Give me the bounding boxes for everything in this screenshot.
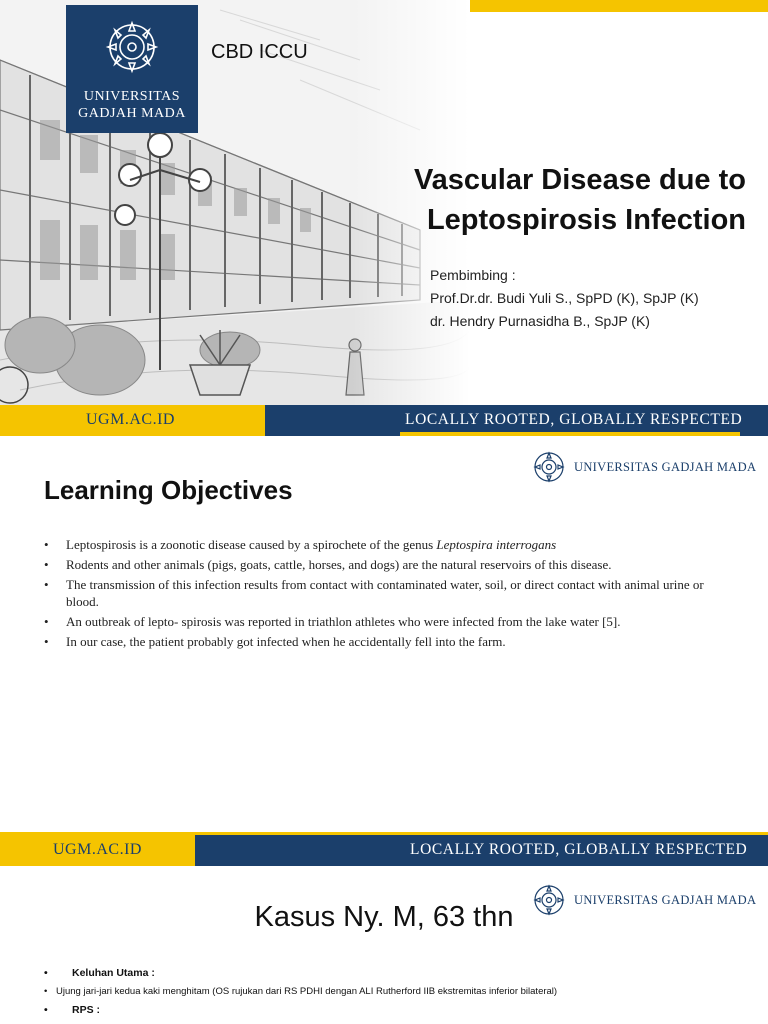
bullet-text: Leptospirosis is a zoonotic disease caused by a spirochete of the genus bbox=[66, 537, 434, 552]
case-details-list bbox=[44, 967, 557, 1023]
list-item bbox=[44, 967, 557, 979]
slide-label: CBD ICCU bbox=[211, 41, 308, 63]
bullet-text: Rodents and other animals (pigs, goats, cattle, horses, and dogs) are the natural reservoirs of this disease. bbox=[66, 557, 612, 572]
slide-title: Learning Objectives bbox=[44, 475, 293, 505]
footer-url-panel bbox=[0, 405, 265, 436]
footer-url: UGM.AC.ID bbox=[53, 841, 142, 858]
bullet-marker: • bbox=[44, 577, 49, 592]
university-logo bbox=[66, 5, 198, 133]
university-seal-icon bbox=[102, 15, 162, 79]
university-name: UNIVERSITAS GADJAH MADA bbox=[574, 459, 757, 474]
title-line-1: Vascular Disease due to bbox=[413, 164, 746, 196]
bullet-marker: • bbox=[44, 634, 49, 649]
case-slide bbox=[0, 873, 768, 1024]
case-title: Kasus Ny. M, 63 thn bbox=[254, 901, 514, 933]
supervisor-2: dr. Hendry Purnasidha B., SpJP (K) bbox=[430, 313, 650, 329]
bullet-marker: • bbox=[44, 557, 49, 572]
case-item-text: Ujung jari-jari kedua kaki menghitam (OS rujukan dari RS PDHI dengan ALI Rutherford IIB ekstremitas inferior bilateral) bbox=[56, 986, 558, 997]
bullet-marker: • bbox=[44, 537, 49, 552]
list-item bbox=[44, 613, 704, 630]
slide-header-logo bbox=[532, 450, 756, 484]
case-item-text: Keluhan Utama : bbox=[72, 967, 155, 979]
footer-motto: LOCALLY ROOTED, GLOBALLY RESPECTED bbox=[405, 411, 743, 428]
presentation-title bbox=[326, 160, 746, 240]
supervisor-block bbox=[430, 264, 699, 333]
university-name: UNIVERSITAS GADJAH MADA bbox=[574, 892, 757, 907]
bullet-marker: • bbox=[44, 614, 49, 629]
bullet-text: An outbreak of lepto- spirosis was reported in triathlon athletes who were infected from the lake water [5]. bbox=[66, 614, 621, 629]
logo-line-1: UNIVERSITAS bbox=[83, 89, 181, 104]
bullet-marker: • bbox=[44, 967, 48, 979]
bullet-marker: • bbox=[44, 1004, 48, 1016]
objectives-list bbox=[44, 536, 704, 653]
title-line-2: Leptospirosis Infection bbox=[426, 204, 746, 236]
slide-footer bbox=[0, 835, 768, 866]
supervisor-heading: Pembimbing : bbox=[430, 267, 516, 283]
list-item bbox=[44, 986, 557, 997]
logo-line-2: GADJAH MADA bbox=[78, 106, 186, 121]
bullet-text: In our case, the patient probably got infected when he accidentally fell into the farm. bbox=[66, 634, 506, 649]
footer-accent-rule bbox=[400, 432, 740, 436]
footer-url-panel bbox=[0, 835, 195, 866]
list-item bbox=[44, 1004, 557, 1016]
bullet-text: The transmission of this infection results from contact with contaminated water, soil, or direct contact with animal urine or blood. bbox=[66, 577, 704, 609]
case-item-text: RPS : bbox=[72, 1004, 101, 1016]
footer-motto-panel bbox=[195, 835, 768, 866]
footer-url: UGM.AC.ID bbox=[86, 411, 175, 428]
list-item bbox=[44, 633, 704, 650]
learning-objectives-slide bbox=[0, 441, 768, 869]
footer-motto: LOCALLY ROOTED, GLOBALLY RESPECTED bbox=[410, 841, 748, 858]
supervisor-1: Prof.Dr.dr. Budi Yuli S., SpPD (K), SpJP (K) bbox=[430, 290, 699, 306]
title-slide bbox=[0, 0, 768, 436]
bullet-italic-term: Leptospira interrogans bbox=[436, 537, 557, 552]
bullet-marker: • bbox=[44, 986, 48, 997]
list-item bbox=[44, 556, 704, 573]
university-seal-icon bbox=[532, 450, 566, 484]
list-item bbox=[44, 576, 704, 610]
list-item bbox=[44, 536, 704, 553]
